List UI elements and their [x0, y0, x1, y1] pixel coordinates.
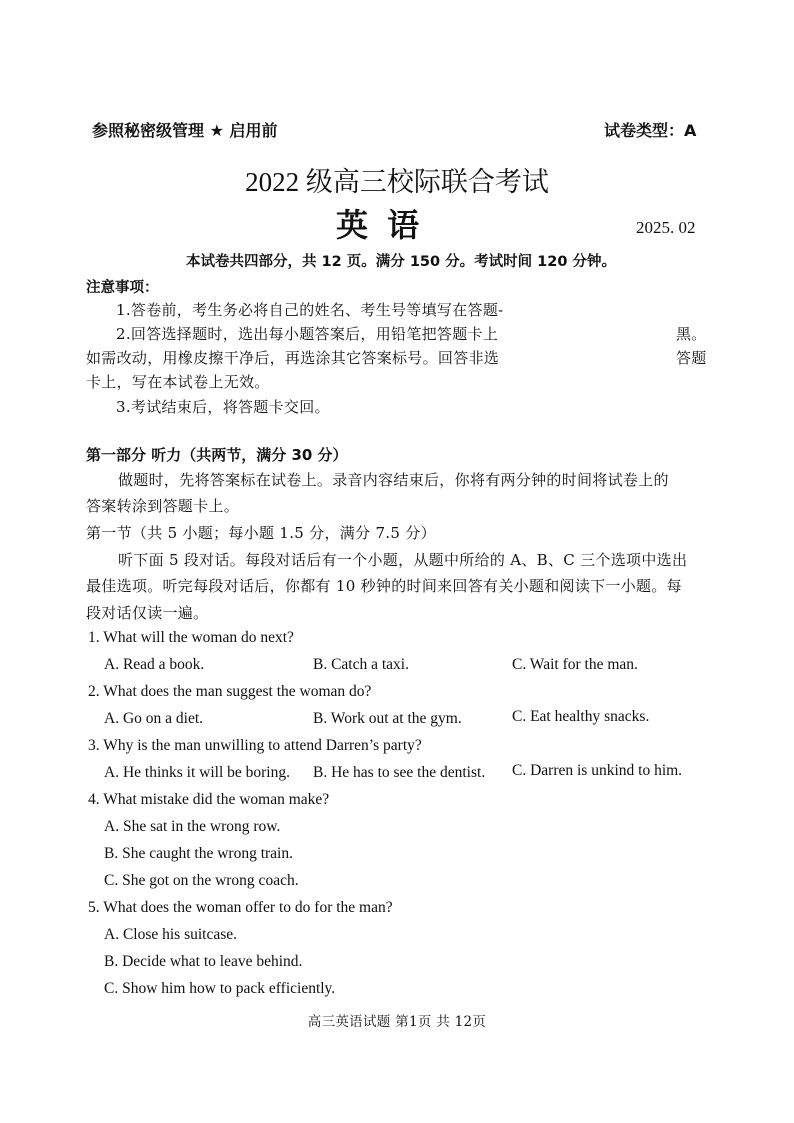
- notes-line-2a: 2.回答选择题时，选出每小题答案后，用铅笔把答题卡上: [116, 325, 499, 343]
- question-4-option-a: A. She sat in the wrong row.: [104, 818, 281, 835]
- subject-title: 英 语: [336, 206, 424, 244]
- question-3-stem: 3. Why is the man unwilling to attend Darren’s party?: [88, 737, 422, 754]
- confidential-label: 参照秘密级管理 ★ 启用前: [92, 121, 278, 140]
- question-2-stem: 2. What does the man suggest the woman do?: [88, 683, 372, 700]
- question-5-option-c: C. Show him how to pack efficiently.: [104, 980, 336, 997]
- question-2-option-b: B. Work out at the gym.: [313, 710, 462, 727]
- notes-line-5: 3.考试结束后，将答题卡交回。: [116, 398, 330, 416]
- question-3-option-b: B. He has to see the dentist.: [313, 764, 486, 781]
- question-2-option-a: A. Go on a diet.: [104, 710, 204, 727]
- question-1-stem: 1. What will the woman do next?: [88, 629, 294, 646]
- notes-line-2b: 黑。: [676, 325, 707, 343]
- section1-instructions-line-2: 最佳选项。听完每段对话后，你都有 10 秒钟的时间来回答有关小题和阅读下一小题。每: [86, 577, 682, 595]
- notes-line-3b: 答题: [676, 349, 707, 367]
- part1-intro-line-1: 做题时，先将答案标在试卷上。录音内容结束后，你将有两分钟的时间将试卷上的: [118, 471, 669, 489]
- part1-heading: 第一部分 听力（共两节，满分 30 分）: [86, 446, 348, 464]
- question-4-option-b: B. She caught the wrong train.: [104, 845, 293, 862]
- notes-heading: 注意事项：: [86, 280, 159, 296]
- question-3-option-c: C. Darren is unkind to him.: [512, 762, 683, 779]
- notes-line-3a: 如需改动，用橡皮擦干净后，再选涂其它答案标号。回答非选: [86, 349, 500, 367]
- question-1-option-b: B. Catch a taxi.: [313, 656, 409, 673]
- notes-line-1: 1.答卷前，考生务必将自己的姓名、考生号等填写在答题-: [116, 301, 504, 319]
- section1-instructions-line-3: 段对话仅读一遍。: [86, 604, 209, 622]
- exam-date: 2025. 02: [636, 218, 696, 237]
- question-2-option-c: C. Eat healthy snacks.: [512, 708, 650, 725]
- exam-summary: 本试卷共四部分，共 12 页。满分 150 分。考试时间 120 分钟。: [186, 254, 616, 270]
- question-4-stem: 4. What mistake did the woman make?: [88, 791, 330, 808]
- occluded-region: [528, 316, 674, 378]
- question-5-stem: 5. What does the woman offer to do for the man?: [88, 899, 393, 916]
- question-1-option-a: A. Read a book.: [104, 656, 205, 673]
- section1-instructions-line-1: 听下面 5 段对话。每段对话后有一个小题，从题中所给的 A、B、C 三个选项中选出: [118, 551, 688, 569]
- page-footer: 高三英语试题 第1页 共 12页: [307, 1014, 487, 1030]
- question-3-option-a: A. He thinks it will be boring.: [104, 764, 290, 781]
- question-4-option-c: C. She got on the wrong coach.: [104, 872, 299, 889]
- paper-type-label: 试卷类型：A: [604, 121, 697, 140]
- part1-intro-line-2: 答案转涂到答题卡上。: [86, 497, 240, 515]
- question-5-option-b: B. Decide what to leave behind.: [104, 953, 303, 970]
- question-1-option-c: C. Wait for the man.: [512, 656, 638, 673]
- section1-heading: 第一节（共 5 小题；每小题 1.5 分，满分 7.5 分）: [86, 524, 436, 542]
- notes-line-4: 卡上，写在本试卷上无效。: [86, 373, 270, 391]
- question-5-option-a: A. Close his suitcase.: [104, 926, 238, 943]
- exam-title: 2022 级高三校际联合考试: [245, 167, 549, 197]
